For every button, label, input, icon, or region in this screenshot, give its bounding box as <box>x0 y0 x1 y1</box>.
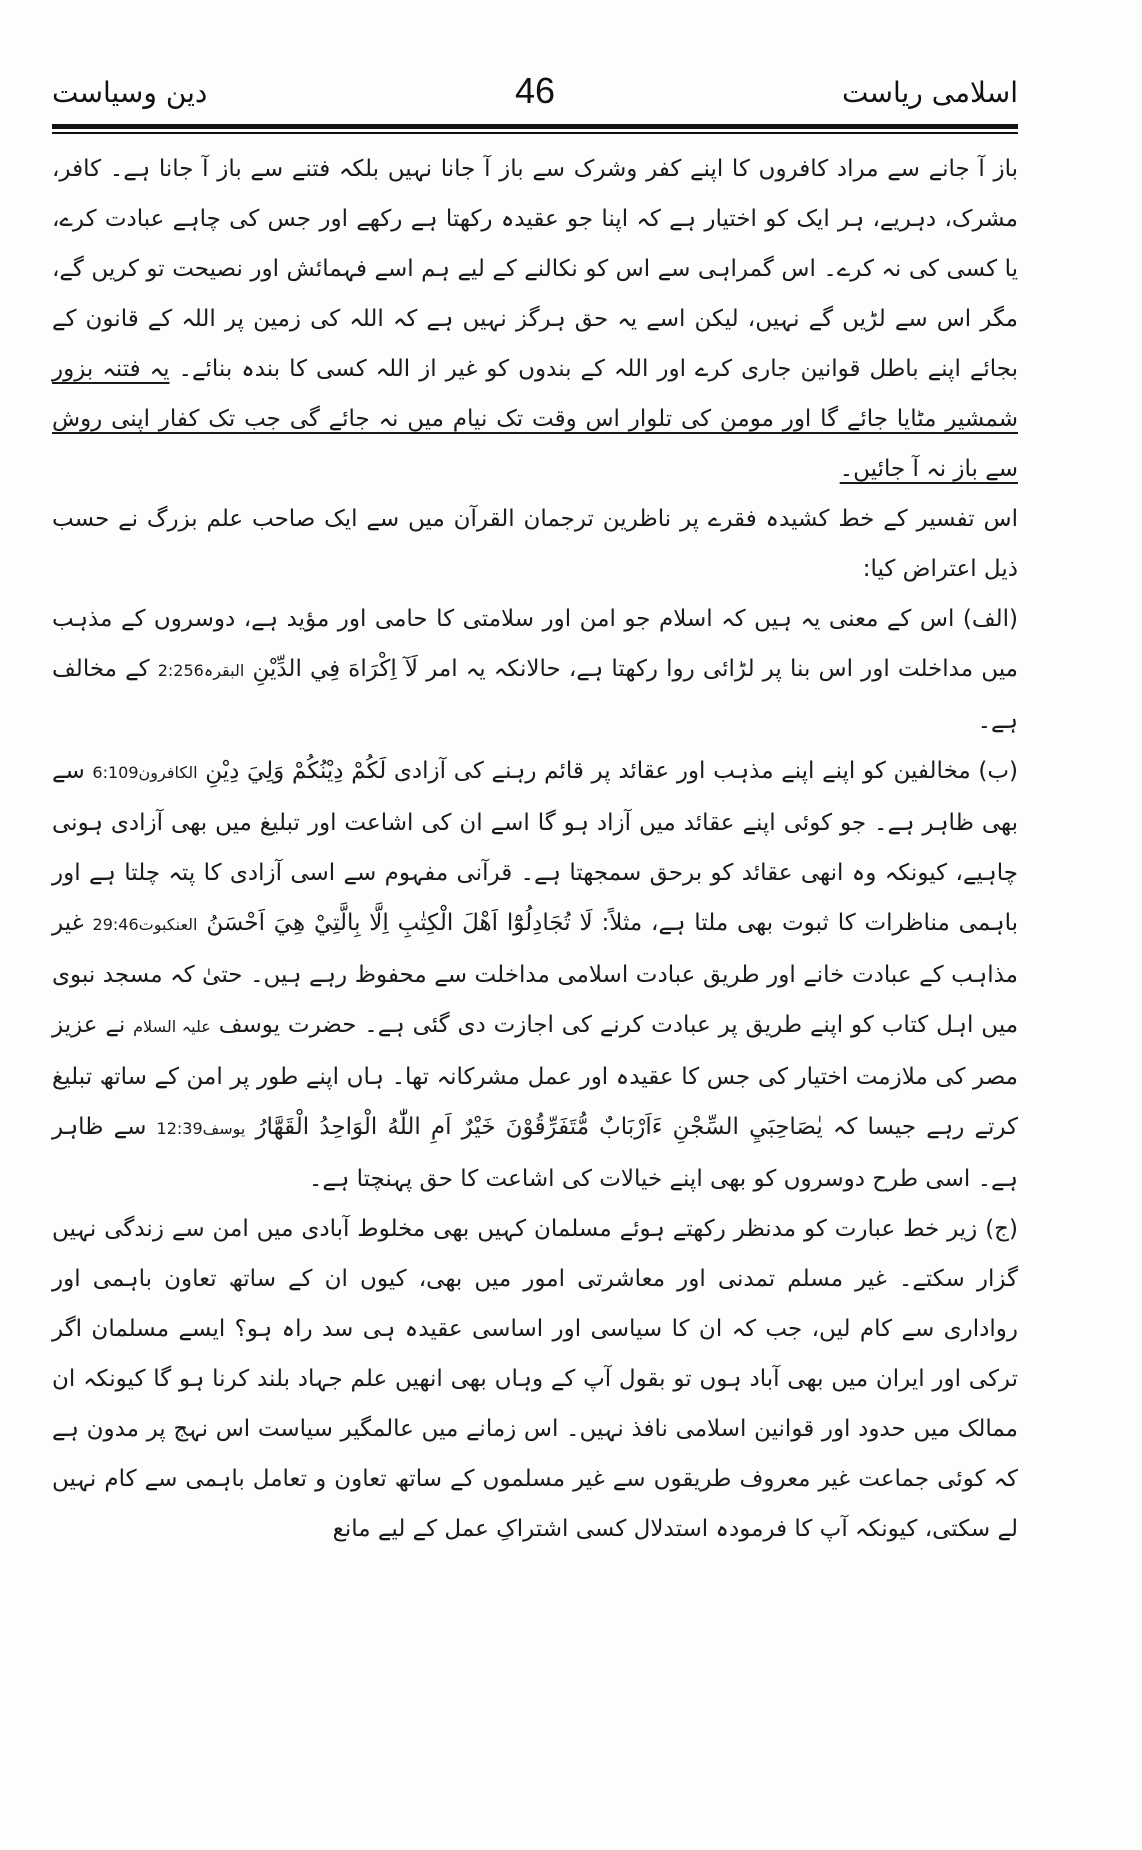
bay-text: (ب) مخالفین کو اپنے اپنے مذہب اور عقائد پر قائم رہنے کی آزادی <box>393 758 1019 784</box>
bay-text-5: سے ظاہر ہے۔ اسی طرح دوسروں کو بھی اپنے خیالات کی اشاعت کا حق پہنچتا ہے۔ <box>52 1114 1018 1192</box>
chapter-title: دین وسیاست <box>52 76 208 109</box>
header-rule-thick <box>52 124 1018 129</box>
alif-text-end: کے مخالف ہے۔ <box>52 656 1018 734</box>
paragraph-objection-jeem: (ج) زیر خط عبارت کو مدنظر رکھتے ہوئے مسلمان کہیں بھی مخلوط آبادی میں امن سے زندگی نہیں گزار سکتے۔ غیر مسلم تمدنی اور معاشرتی امور میں بھی، کیوں ان کے ساتھ تعاون باہمی اور رواداری سے کام لیں، جب کہ ان کا سیاسی اور اساسی عقیدہ ہی سد راہ ہو؟ ایسے مسلمان اگر ترکی اور ایران میں بھی آباد ہوں تو بقول آپ کے وہاں بھی انھیں علم جہاد بلند کرنا ہو گا کیونکہ ان ممالک میں حدود اور قوانین اسلامی نافذ نہیں۔ اس زمانے میں عالمگیر سیاست اس نہج پر مدون ہے کہ کوئی جماعت غیر معروف طریقوں سے غیر مسلموں کے ساتھ تعاون و تعامل باہمی سے کام نہیں لے سکتی، کیونکہ آپ کا فرمودہ استدلال کسی اشتراکِ عمل کے لیے مانع <box>52 1216 1018 1542</box>
paragraph-objection-intro: اس تفسیر کے خط کشیدہ فقرے پر ناظرین ترجمان القرآن میں سے ایک صاحب علم بزرگ نے حسب ذیل اعتراض کیا: <box>52 506 1018 582</box>
header-rule-thin <box>52 132 1018 134</box>
quran-verse: لَآ اِكْرَاهَ فِي الدِّيْنِ <box>252 656 419 682</box>
verse-reference: یوسف12:39 <box>156 1119 246 1138</box>
book-title: اسلامی ریاست <box>842 76 1018 109</box>
page-body <box>52 144 1018 1554</box>
verse-reference: البقرہ2:256 <box>157 661 245 680</box>
quran-verse: يٰصَاحِبَيِ السِّجْنِ ءَاَرْبَابٌ مُّتَفَرِّقُوْنَ خَيْرٌ اَمِ اللّٰهُ الْوَاحِدُ الْقَهَّارُ <box>255 1114 823 1140</box>
bay-text-3: غیر مذاہب کے عبادت خانے اور طریق عبادت اسلامی مداخلت سے محفوظ رہے ہیں۔ حتیٰ کہ مسجد نبوی میں اہل کتاب کو اپنے طریق پر عبادت کرنے کی اجازت دی گئی ہے۔ حضرت یوسف <box>52 910 1019 1038</box>
bay-text-4: نے عزیز مصر کی ملازمت اختیار کی جس کا عقیدہ اور عمل مشرکانہ تھا۔ ہاں اپنے طور پر امن کے ساتھ تبلیغ کرتے رہے جیسا کہ <box>52 1012 1019 1140</box>
tafsir-text: باز آ جانے سے مراد کافروں کا اپنے کفر وشرک سے باز آ جانا نہیں بلکہ فتنے سے باز آ جانا ہے۔ کافر، مشرک، دہریے، ہر ایک کو اختیار ہے کہ اپنا جو عقیدہ رکھتا ہے رکھے اور جس کی چاہے عبادت کرے، یا کسی کی نہ کرے۔ اس گمراہی سے اس کو نکالنے کے لیے ہم اسے فہمائش اور نصیحت تو کریں گے، مگر اس سے لڑیں گے نہیں، لیکن اسے یہ حق ہرگز نہیں ہے کہ اللہ کی زمین پر اللہ کے قانون کے بجائے اپنے باطل قوانین جاری کرے اور اللہ کے بندوں کو غیر از اللہ کسی کا بندہ بنائے۔ <box>52 156 1019 382</box>
salutation: علیہ السلام <box>133 1017 211 1036</box>
page-number: 46 <box>514 70 556 111</box>
verse-reference: العنکبوت29:46 <box>92 915 198 934</box>
page-header <box>52 70 1018 118</box>
quran-verse: لَا تُجَادِلُوْٓا اَهْلَ الْكِتٰبِ اِلَّا بِالَّتِيْ هِيَ اَحْسَنُ <box>206 910 593 936</box>
paragraph-tafsir <box>52 144 1018 494</box>
paragraph-objection-alif <box>52 594 1018 746</box>
alif-text: (الف) اس کے معنی یہ ہیں کہ اسلام جو امن اور سلامتی کا حامی اور مؤید ہے، دوسروں کے مذہب میں مداخلت اور اس بنا پر لڑائی روا رکھتا ہے، حالانکہ یہ امر <box>52 606 1018 682</box>
paragraph-objection-bay <box>52 746 1018 1204</box>
underlined-phrase: یہ فتنہ بزور شمشیر مٹایا جائے گا اور مومن کی تلوار اس وقت تک نیام میں نہ جائے گی جب تک کفار اپنی روش سے باز نہ آ جائیں۔ <box>52 356 1018 482</box>
verse-reference: الکافرون6:109 <box>92 763 198 782</box>
quran-verse: لَكُمْ دِيْنُكُمْ وَلِيَ دِيْنِ <box>205 758 387 784</box>
bay-text-2: سے بھی ظاہر ہے۔ جو کوئی اپنے عقائد میں آزاد ہو گا اسے ان کی اشاعت اور تبلیغ میں بھی آزادی ہونی چاہیے، کیونکہ وہ انھی عقائد کو برحق سمجھتا ہے۔ قرآنی مفہوم سے اسی آزادی کا پتہ چلتا ہے اور باہمی مناظرات کا ثبوت بھی ملتا ہے، مثلاً: <box>52 758 1018 936</box>
